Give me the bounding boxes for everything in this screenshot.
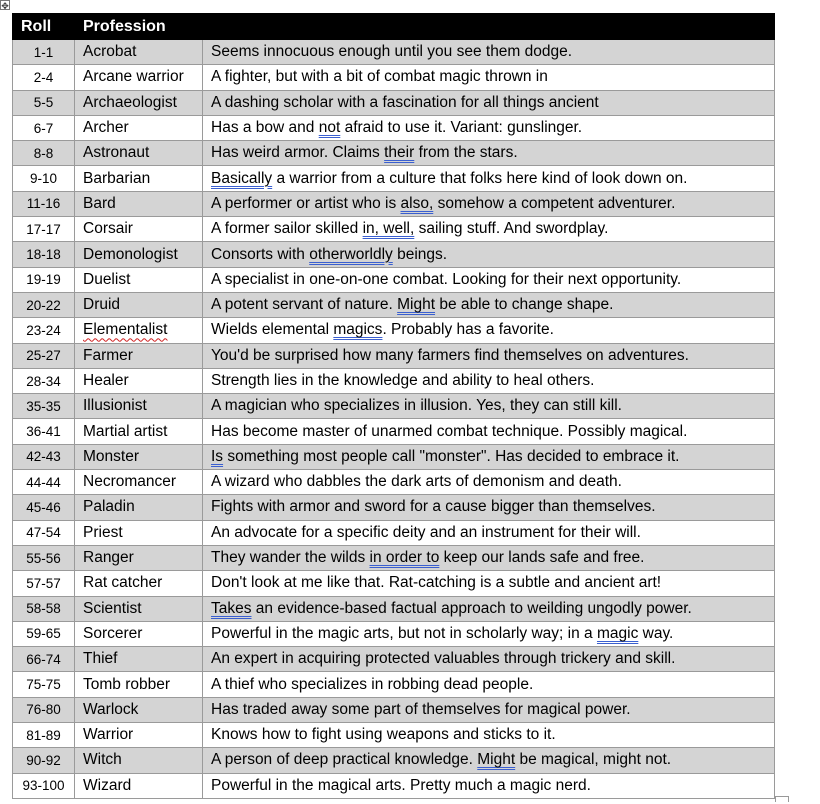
cell-profession[interactable]: Necromancer: [75, 470, 203, 495]
cell-profession[interactable]: Martial artist: [75, 419, 203, 444]
cell-profession[interactable]: Rat catcher: [75, 571, 203, 596]
cell-profession[interactable]: Ranger: [75, 545, 203, 570]
cell-roll[interactable]: 44-44: [13, 470, 75, 495]
cell-roll[interactable]: 8-8: [13, 141, 75, 166]
cell-profession[interactable]: Astronaut: [75, 141, 203, 166]
header-roll: Roll: [13, 14, 75, 40]
cell-roll[interactable]: 57-57: [13, 571, 75, 596]
table-row: [13, 697, 775, 722]
table-row: [13, 444, 775, 469]
table-row: [13, 520, 775, 545]
cell-roll[interactable]: 28-34: [13, 368, 75, 393]
table-row: [13, 65, 775, 90]
cell-roll[interactable]: 81-89: [13, 723, 75, 748]
spelling-mark: Elementalist: [83, 321, 168, 339]
table-row: [13, 267, 775, 292]
cell-roll[interactable]: 18-18: [13, 242, 75, 267]
cell-roll[interactable]: 6-7: [13, 115, 75, 140]
header-description: [203, 14, 775, 40]
table-row: [13, 217, 775, 242]
cell-description[interactable]: Knows how to fight using weapons and sticks to it.: [203, 723, 775, 748]
header-profession: Profession: [75, 14, 203, 40]
cell-description[interactable]: A magician who specializes in illusion. Yes, they can still kill.: [203, 394, 775, 419]
cell-description[interactable]: An expert in acquiring protected valuables through trickery and skill.: [203, 647, 775, 672]
table-body: [13, 40, 775, 799]
cell-description[interactable]: Takes an evidence-based factual approach to weilding ungodly power.: [203, 596, 775, 621]
grammar-mark: in, well,: [362, 220, 415, 238]
cell-description[interactable]: Fights with armor and sword for a cause bigger than themselves.: [203, 495, 775, 520]
table-row: [13, 368, 775, 393]
table-row: [13, 419, 775, 444]
cell-roll[interactable]: 25-27: [13, 343, 75, 368]
table-row: [13, 115, 775, 140]
cell-description[interactable]: A fighter, but with a bit of combat magic thrown in: [203, 65, 775, 90]
cell-profession[interactable]: Barbarian: [75, 166, 203, 191]
cell-roll[interactable]: 11-16: [13, 191, 75, 216]
cell-description[interactable]: Is something most people call "monster". Has decided to embrace it.: [203, 444, 775, 469]
cell-description[interactable]: An advocate for a specific deity and an instrument for their will.: [203, 520, 775, 545]
cell-profession[interactable]: Monster: [75, 444, 203, 469]
cell-roll[interactable]: 47-54: [13, 520, 75, 545]
cell-profession[interactable]: Healer: [75, 368, 203, 393]
grammar-mark: Takes: [211, 599, 252, 617]
cell-profession[interactable]: Priest: [75, 520, 203, 545]
cell-description[interactable]: Powerful in the magical arts. Pretty much a magic nerd.: [203, 773, 775, 798]
grammar-mark: Basically: [211, 169, 273, 187]
cell-roll[interactable]: 17-17: [13, 217, 75, 242]
cell-profession[interactable]: Demonologist: [75, 242, 203, 267]
cell-profession[interactable]: Corsair: [75, 217, 203, 242]
cell-roll[interactable]: 23-24: [13, 318, 75, 343]
table-row: [13, 495, 775, 520]
cell-profession[interactable]: Warrior: [75, 723, 203, 748]
cell-roll[interactable]: 75-75: [13, 672, 75, 697]
table-row: [13, 141, 775, 166]
cell-description[interactable]: Powerful in the magic arts, but not in scholarly way; in a magic way.: [203, 621, 775, 646]
cell-profession[interactable]: Wizard: [75, 773, 203, 798]
cell-profession[interactable]: Thief: [75, 647, 203, 672]
table-row: [13, 621, 775, 646]
cell-description[interactable]: A dashing scholar with a fascination for all things ancient: [203, 90, 775, 115]
table-row: [13, 773, 775, 798]
cell-roll[interactable]: 59-65: [13, 621, 75, 646]
cell-description[interactable]: Has become master of unarmed combat technique. Possibly magical.: [203, 419, 775, 444]
grammar-mark: not: [318, 119, 341, 137]
grammar-mark: in order to: [369, 549, 440, 567]
cell-description[interactable]: A specialist in one-on-one combat. Looking for their next opportunity.: [203, 267, 775, 292]
grammar-mark: their: [384, 144, 415, 162]
cell-description[interactable]: A potent servant of nature. Might be able to change shape.: [203, 292, 775, 317]
grammar-mark: otherworldly: [309, 245, 393, 263]
cell-description[interactable]: Has weird armor. Claims their from the stars.: [203, 141, 775, 166]
cell-description[interactable]: Strength lies in the knowledge and ability to heal others.: [203, 368, 775, 393]
cell-roll[interactable]: 76-80: [13, 697, 75, 722]
cell-roll[interactable]: 90-92: [13, 748, 75, 773]
table-row: [13, 343, 775, 368]
table-row: [13, 571, 775, 596]
cell-roll[interactable]: 42-43: [13, 444, 75, 469]
table-row: [13, 596, 775, 621]
table-row: [13, 191, 775, 216]
cell-profession[interactable]: Druid: [75, 292, 203, 317]
table-end-marker: [775, 796, 789, 802]
cell-description[interactable]: Seems innocuous enough until you see them dodge.: [203, 40, 775, 65]
cell-description[interactable]: Basically a warrior from a culture that folks here kind of look down on.: [203, 166, 775, 191]
cell-profession[interactable]: Archer: [75, 115, 203, 140]
cell-roll[interactable]: 36-41: [13, 419, 75, 444]
cell-roll[interactable]: 5-5: [13, 90, 75, 115]
cell-profession[interactable]: Archaeologist: [75, 90, 203, 115]
cell-profession[interactable]: Warlock: [75, 697, 203, 722]
cell-profession[interactable]: Tomb robber: [75, 672, 203, 697]
grammar-mark: also,: [400, 194, 434, 212]
cell-roll[interactable]: 58-58: [13, 596, 75, 621]
cell-profession[interactable]: Duelist: [75, 267, 203, 292]
cell-profession[interactable]: Farmer: [75, 343, 203, 368]
cell-description[interactable]: A thief who specializes in robbing dead people.: [203, 672, 775, 697]
grammar-mark: magics: [333, 321, 383, 339]
cell-roll[interactable]: 93-100: [13, 773, 75, 798]
table-row: [13, 647, 775, 672]
cell-description[interactable]: They wander the wilds in order to keep our lands safe and free.: [203, 545, 775, 570]
grammar-mark: Might: [397, 296, 436, 314]
cell-roll[interactable]: 1-1: [13, 40, 75, 65]
cell-roll[interactable]: 55-56: [13, 545, 75, 570]
cell-roll[interactable]: 2-4: [13, 65, 75, 90]
table-row: [13, 723, 775, 748]
cell-profession[interactable]: Illusionist: [75, 394, 203, 419]
cell-description[interactable]: You'd be surprised how many farmers find themselves on adventures.: [203, 343, 775, 368]
cell-profession[interactable]: Witch: [75, 748, 203, 773]
table-row: [13, 748, 775, 773]
cell-roll[interactable]: 20-22: [13, 292, 75, 317]
cell-profession[interactable]: [75, 318, 203, 343]
cell-roll[interactable]: 9-10: [13, 166, 75, 191]
cell-profession[interactable]: Paladin: [75, 495, 203, 520]
cell-description[interactable]: A performer or artist who is also, somehow a competent adventurer.: [203, 191, 775, 216]
table-row: [13, 242, 775, 267]
table-row: [13, 394, 775, 419]
table-row: [13, 672, 775, 697]
cell-roll[interactable]: 19-19: [13, 267, 75, 292]
cell-roll[interactable]: 35-35: [13, 394, 75, 419]
cell-description[interactable]: Don't look at me like that. Rat-catching is a subtle and ancient art!: [203, 571, 775, 596]
cell-roll[interactable]: 45-46: [13, 495, 75, 520]
cell-description[interactable]: Has traded away some part of themselves for magical power.: [203, 697, 775, 722]
profession-table: [12, 13, 775, 799]
cell-description[interactable]: Has a bow and not afraid to use it. Variant: gunslinger.: [203, 115, 775, 140]
cell-description[interactable]: A wizard who dabbles the dark arts of demonism and death.: [203, 470, 775, 495]
table-row: [13, 318, 775, 343]
cell-profession[interactable]: Acrobat: [75, 40, 203, 65]
cell-roll[interactable]: 66-74: [13, 647, 75, 672]
grammar-mark: Is: [211, 447, 224, 465]
cell-description[interactable]: A person of deep practical knowledge. Might be magical, might not.: [203, 748, 775, 773]
table-row: [13, 40, 775, 65]
cell-description[interactable]: Wields elemental magics. Probably has a favorite.: [203, 318, 775, 343]
grammar-mark: Might: [477, 751, 516, 769]
cell-profession[interactable]: Sorcerer: [75, 621, 203, 646]
table-row: [13, 292, 775, 317]
cell-description[interactable]: A former sailor skilled in, well, sailing stuff. And swordplay.: [203, 217, 775, 242]
header-row: [13, 14, 775, 40]
cell-profession[interactable]: Bard: [75, 191, 203, 216]
cell-profession[interactable]: Arcane warrior: [75, 65, 203, 90]
cell-profession[interactable]: Scientist: [75, 596, 203, 621]
table-row: [13, 470, 775, 495]
table-row: [13, 166, 775, 191]
table-row: [13, 90, 775, 115]
grammar-mark: magic: [596, 624, 639, 642]
table-row: [13, 545, 775, 570]
cell-description[interactable]: Consorts with otherworldly beings.: [203, 242, 775, 267]
move-handle-icon[interactable]: ✥: [1, 1, 9, 11]
